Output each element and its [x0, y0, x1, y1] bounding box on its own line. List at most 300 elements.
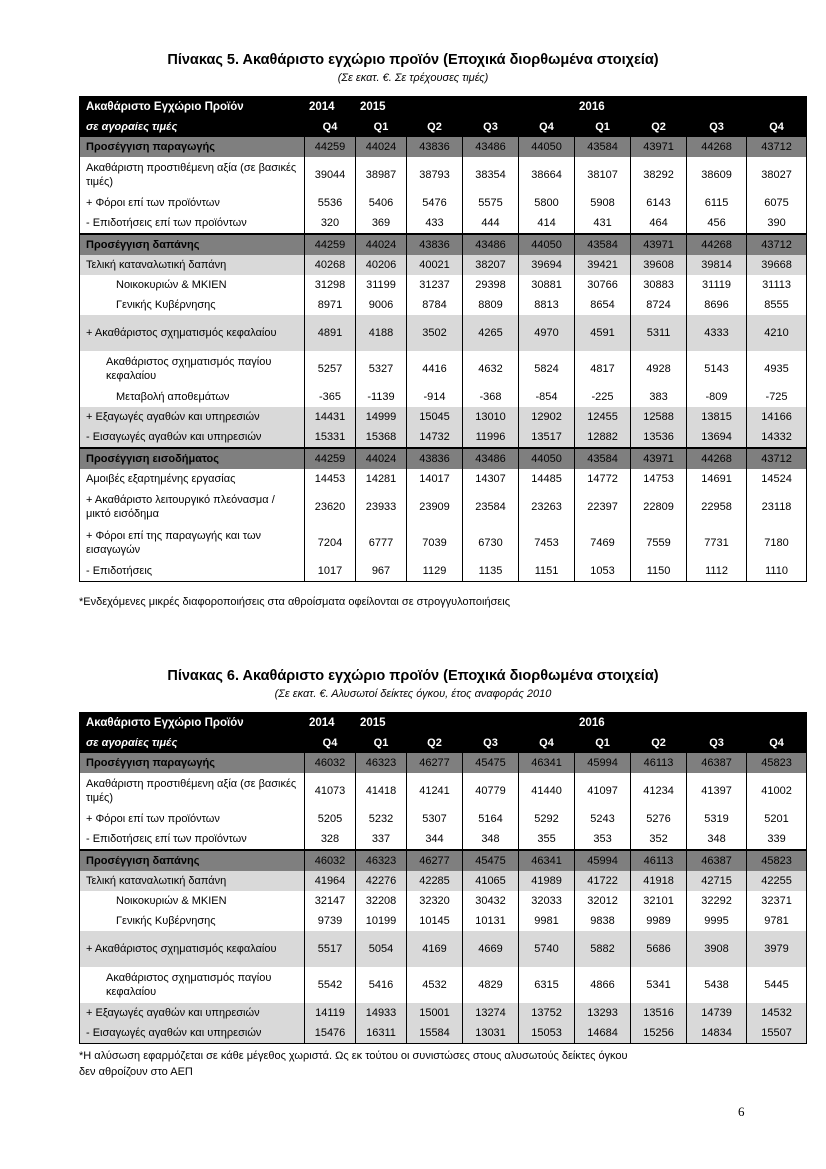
value-cell: 46113	[631, 753, 687, 773]
row-label: + Εξαγωγές αγαθών και υπηρεσιών	[80, 407, 305, 427]
value-cell: 4169	[407, 931, 463, 967]
value-cell: 4333	[687, 315, 747, 351]
value-cell: 31119	[687, 275, 747, 295]
table6-note-line: *Η αλύσωση εφαρμόζεται σε κάθε μέγεθος χωριστά. Ως εκ τούτου οι συνιστώσες στους αλυσωτούς δείκτες όγκου	[79, 1050, 628, 1062]
value-cell: 8696	[687, 295, 747, 315]
table-row	[80, 157, 807, 193]
value-cell: 10131	[463, 911, 519, 931]
table-row	[80, 753, 807, 773]
value-cell: 31199	[356, 275, 407, 295]
value-cell: 353	[575, 829, 631, 850]
value-cell: 38793	[407, 157, 463, 193]
value-cell: 14485	[519, 469, 575, 489]
table-row	[80, 295, 807, 315]
value-cell: 44024	[356, 448, 407, 469]
row-label: Προσέγγιση δαπάνης	[80, 234, 305, 255]
value-cell: 6730	[463, 525, 519, 561]
value-cell: 352	[631, 829, 687, 850]
value-cell: 348	[687, 829, 747, 850]
value-cell: 12588	[631, 407, 687, 427]
value-cell: 431	[575, 213, 631, 234]
table-row	[80, 407, 807, 427]
value-cell: 14999	[356, 407, 407, 427]
value-cell: 344	[407, 829, 463, 850]
value-cell: 38207	[463, 255, 519, 275]
value-cell: 41440	[519, 773, 575, 809]
year-header: 2016	[575, 712, 807, 733]
value-cell: -854	[519, 387, 575, 407]
value-cell: 13752	[519, 1003, 575, 1023]
value-cell: 32292	[687, 891, 747, 911]
table-row	[80, 427, 807, 448]
row-label: - Επιδοτήσεις επί των προϊόντων	[80, 829, 305, 850]
value-cell: 39668	[747, 255, 807, 275]
value-cell: 383	[631, 387, 687, 407]
value-cell: 14732	[407, 427, 463, 448]
value-cell: 23118	[747, 489, 807, 525]
value-cell: 39608	[631, 255, 687, 275]
value-cell: 337	[356, 829, 407, 850]
value-cell: 23933	[356, 489, 407, 525]
table-row	[80, 967, 807, 1003]
table5-note-line: *Ενδεχόμενες μικρές διαφοροποιήσεις στα αθροίσματα οφείλονται σε στρογγυλοποιήσεις	[79, 596, 511, 608]
quarter-header: Q2	[407, 733, 463, 753]
value-cell: 13516	[631, 1003, 687, 1023]
row-label: + Εξαγωγές αγαθών και υπηρεσιών	[80, 1003, 305, 1023]
header-label: Ακαθάριστο Εγχώριο Προϊόν	[80, 96, 305, 117]
value-cell: 4591	[575, 315, 631, 351]
table-row	[80, 871, 807, 891]
value-cell: 43836	[407, 234, 463, 255]
value-cell: 32320	[407, 891, 463, 911]
value-cell: 5908	[575, 193, 631, 213]
value-cell: 23263	[519, 489, 575, 525]
value-cell: 42715	[687, 871, 747, 891]
value-cell: 32101	[631, 891, 687, 911]
table-row	[80, 561, 807, 582]
value-cell: 44268	[687, 448, 747, 469]
table-row	[80, 469, 807, 489]
value-cell: 39044	[305, 157, 356, 193]
value-cell: 45823	[747, 850, 807, 871]
value-cell: 6143	[631, 193, 687, 213]
year-header: 2015	[356, 712, 575, 733]
value-cell: -365	[305, 387, 356, 407]
value-cell: 4632	[463, 351, 519, 387]
quarter-header: Q4	[519, 733, 575, 753]
value-cell: 14453	[305, 469, 356, 489]
table-row	[80, 489, 807, 525]
value-cell: 38292	[631, 157, 687, 193]
row-label: Προσέγγιση δαπάνης	[80, 850, 305, 871]
value-cell: 41989	[519, 871, 575, 891]
value-cell: 16311	[356, 1023, 407, 1044]
value-cell: 464	[631, 213, 687, 234]
row-label: Προσέγγιση εισοδήματος	[80, 448, 305, 469]
value-cell: 5517	[305, 931, 356, 967]
row-label: + Φόροι επί της παραγωγής και των εισαγωγών	[80, 525, 305, 561]
value-cell: 8971	[305, 295, 356, 315]
quarter-header: Q2	[631, 117, 687, 137]
value-cell: 8809	[463, 295, 519, 315]
value-cell: 41002	[747, 773, 807, 809]
row-label: Γενικής Κυβέρνησης	[80, 911, 305, 931]
value-cell: 339	[747, 829, 807, 850]
value-cell: 44024	[356, 137, 407, 157]
header-row-years	[80, 712, 807, 733]
value-cell: 40021	[407, 255, 463, 275]
value-cell: 23584	[463, 489, 519, 525]
year-header: 2016	[575, 96, 807, 117]
value-cell: 10145	[407, 911, 463, 931]
value-cell: 4829	[463, 967, 519, 1003]
quarter-header: Q1	[356, 733, 407, 753]
value-cell: 5542	[305, 967, 356, 1003]
value-cell: 9989	[631, 911, 687, 931]
year-header: 2015	[356, 96, 575, 117]
value-cell: 30881	[519, 275, 575, 295]
value-cell: 32012	[575, 891, 631, 911]
table-row	[80, 850, 807, 871]
value-cell: 9781	[747, 911, 807, 931]
row-label: Αμοιβές εξαρτημένης εργασίας	[80, 469, 305, 489]
value-cell: 46032	[305, 850, 356, 871]
table5-title: Πίνακας 5. Ακαθάριστο εγχώριο προϊόν (Εποχικά διορθωμένα στοιχεία)	[167, 52, 659, 68]
value-cell: 444	[463, 213, 519, 234]
header-label: Ακαθάριστο Εγχώριο Προϊόν	[80, 712, 305, 733]
value-cell: 15001	[407, 1003, 463, 1023]
value-cell: 45475	[463, 850, 519, 871]
value-cell: 456	[687, 213, 747, 234]
value-cell: 1110	[747, 561, 807, 582]
value-cell: 44050	[519, 137, 575, 157]
year-header: 2014	[305, 712, 356, 733]
value-cell: 967	[356, 561, 407, 582]
value-cell: 5686	[631, 931, 687, 967]
value-cell: 348	[463, 829, 519, 850]
value-cell: 5476	[407, 193, 463, 213]
table-row	[80, 1003, 807, 1023]
value-cell: 42285	[407, 871, 463, 891]
value-cell: 43486	[463, 448, 519, 469]
row-label: Νοικοκυριών & ΜΚΙΕΝ	[80, 275, 305, 295]
value-cell: 9981	[519, 911, 575, 931]
value-cell: 43971	[631, 448, 687, 469]
value-cell: 9739	[305, 911, 356, 931]
value-cell: 30883	[631, 275, 687, 295]
value-cell: 14332	[747, 427, 807, 448]
value-cell: 43712	[747, 137, 807, 157]
value-cell: 1129	[407, 561, 463, 582]
value-cell: 8654	[575, 295, 631, 315]
header-sublabel: σε αγοραίες τιμές	[80, 733, 305, 753]
value-cell: 45475	[463, 753, 519, 773]
table6-note	[79, 1048, 628, 1080]
value-cell: 23620	[305, 489, 356, 525]
value-cell: 5445	[747, 967, 807, 1003]
value-cell: 15476	[305, 1023, 356, 1044]
table-row	[80, 255, 807, 275]
value-cell: 5319	[687, 809, 747, 829]
value-cell: 46341	[519, 753, 575, 773]
value-cell: 13031	[463, 1023, 519, 1044]
value-cell: -914	[407, 387, 463, 407]
row-label: Μεταβολή αποθεμάτων	[80, 387, 305, 407]
row-label: Τελική καταναλωτική δαπάνη	[80, 255, 305, 275]
quarter-header: Q3	[463, 733, 519, 753]
value-cell: 38987	[356, 157, 407, 193]
value-cell: 5341	[631, 967, 687, 1003]
value-cell: 5311	[631, 315, 687, 351]
row-label: + Ακαθάριστος σχηματισμός κεφαλαίου	[80, 315, 305, 351]
quarter-header: Q1	[575, 117, 631, 137]
value-cell: 7469	[575, 525, 631, 561]
value-cell: 4970	[519, 315, 575, 351]
value-cell: 13010	[463, 407, 519, 427]
value-cell: 44268	[687, 137, 747, 157]
table5-subtitle: (Σε εκατ. €. Σε τρέχουσες τιμές)	[337, 72, 489, 84]
value-cell: 43836	[407, 448, 463, 469]
value-cell: 31298	[305, 275, 356, 295]
value-cell: 1135	[463, 561, 519, 582]
value-cell: 12882	[575, 427, 631, 448]
table-row	[80, 387, 807, 407]
value-cell: 43584	[575, 448, 631, 469]
table-row	[80, 351, 807, 387]
value-cell: 3979	[747, 931, 807, 967]
value-cell: 14166	[747, 407, 807, 427]
row-label: - Επιδοτήσεις	[80, 561, 305, 582]
value-cell: 9838	[575, 911, 631, 931]
value-cell: 320	[305, 213, 356, 234]
table5-note	[79, 594, 510, 610]
value-cell: 43584	[575, 137, 631, 157]
value-cell: 23909	[407, 489, 463, 525]
table-row	[80, 193, 807, 213]
value-cell: 1112	[687, 561, 747, 582]
row-label: Προσέγγιση παραγωγής	[80, 753, 305, 773]
quarter-header: Q4	[747, 733, 807, 753]
year-header: 2014	[305, 96, 356, 117]
value-cell: 30432	[463, 891, 519, 911]
row-label: Γενικής Κυβέρνησης	[80, 295, 305, 315]
value-cell: 41065	[463, 871, 519, 891]
value-cell: 4532	[407, 967, 463, 1003]
value-cell: 5205	[305, 809, 356, 829]
value-cell: 6115	[687, 193, 747, 213]
value-cell: -725	[747, 387, 807, 407]
value-cell: 14307	[463, 469, 519, 489]
header-row-years	[80, 96, 807, 117]
value-cell: 44259	[305, 234, 356, 255]
value-cell: 14753	[631, 469, 687, 489]
quarter-header: Q4	[305, 117, 356, 137]
value-cell: 12455	[575, 407, 631, 427]
value-cell: 38664	[519, 157, 575, 193]
value-cell: 14524	[747, 469, 807, 489]
value-cell: 42255	[747, 871, 807, 891]
row-label: Ακαθάριστος σχηματισμός παγίου κεφαλαίου	[80, 967, 305, 1003]
value-cell: 5740	[519, 931, 575, 967]
value-cell: 4669	[463, 931, 519, 967]
value-cell: 4866	[575, 967, 631, 1003]
value-cell: 15507	[747, 1023, 807, 1044]
value-cell: 414	[519, 213, 575, 234]
header-sublabel: σε αγοραίες τιμές	[80, 117, 305, 137]
value-cell: 41964	[305, 871, 356, 891]
table-row	[80, 315, 807, 351]
table-row	[80, 773, 807, 809]
value-cell: 40268	[305, 255, 356, 275]
value-cell: -368	[463, 387, 519, 407]
value-cell: 5438	[687, 967, 747, 1003]
value-cell: 369	[356, 213, 407, 234]
value-cell: 433	[407, 213, 463, 234]
value-cell: 5292	[519, 809, 575, 829]
value-cell: 1151	[519, 561, 575, 582]
value-cell: 32208	[356, 891, 407, 911]
value-cell: 41241	[407, 773, 463, 809]
value-cell: 46277	[407, 753, 463, 773]
value-cell: 14739	[687, 1003, 747, 1023]
row-label: + Φόροι επί των προϊόντων	[80, 193, 305, 213]
value-cell: 43712	[747, 448, 807, 469]
table-row	[80, 137, 807, 157]
value-cell: 7731	[687, 525, 747, 561]
value-cell: 14933	[356, 1003, 407, 1023]
value-cell: 5257	[305, 351, 356, 387]
table-row	[80, 829, 807, 850]
row-label: - Εισαγωγές αγαθών και υπηρεσιών	[80, 427, 305, 448]
value-cell: 8784	[407, 295, 463, 315]
value-cell: 46277	[407, 850, 463, 871]
value-cell: 13815	[687, 407, 747, 427]
value-cell: 45994	[575, 850, 631, 871]
value-cell: 22958	[687, 489, 747, 525]
table-row	[80, 1023, 807, 1044]
value-cell: 390	[747, 213, 807, 234]
quarter-header: Q3	[687, 733, 747, 753]
value-cell: 14834	[687, 1023, 747, 1044]
row-label: Ακαθάριστη προστιθέμενη αξία (σε βασικές τιμές)	[80, 157, 305, 193]
value-cell: 40206	[356, 255, 407, 275]
value-cell: 32371	[747, 891, 807, 911]
value-cell: 14017	[407, 469, 463, 489]
page-number: 6	[738, 1104, 745, 1119]
table-row	[80, 891, 807, 911]
value-cell: 5824	[519, 351, 575, 387]
value-cell: 14532	[747, 1003, 807, 1023]
value-cell: 15331	[305, 427, 356, 448]
value-cell: 5536	[305, 193, 356, 213]
table-row	[80, 275, 807, 295]
value-cell: 5232	[356, 809, 407, 829]
value-cell: 7039	[407, 525, 463, 561]
value-cell: 15053	[519, 1023, 575, 1044]
value-cell: 30766	[575, 275, 631, 295]
value-cell: 15045	[407, 407, 463, 427]
quarter-header: Q2	[407, 117, 463, 137]
value-cell: 1053	[575, 561, 631, 582]
value-cell: 22397	[575, 489, 631, 525]
table-row	[80, 448, 807, 469]
value-cell: 14684	[575, 1023, 631, 1044]
quarter-header: Q1	[575, 733, 631, 753]
header-row-quarters	[80, 117, 807, 137]
value-cell: 13517	[519, 427, 575, 448]
value-cell: 46323	[356, 850, 407, 871]
row-label: Προσέγγιση παραγωγής	[80, 137, 305, 157]
header-row-quarters	[80, 733, 807, 753]
value-cell: 32033	[519, 891, 575, 911]
value-cell: 43836	[407, 137, 463, 157]
value-cell: 41097	[575, 773, 631, 809]
value-cell: 13293	[575, 1003, 631, 1023]
value-cell: 41073	[305, 773, 356, 809]
value-cell: 46341	[519, 850, 575, 871]
value-cell: 14431	[305, 407, 356, 427]
value-cell: -225	[575, 387, 631, 407]
value-cell: 5143	[687, 351, 747, 387]
value-cell: -809	[687, 387, 747, 407]
value-cell: 41418	[356, 773, 407, 809]
value-cell: 38354	[463, 157, 519, 193]
value-cell: 4928	[631, 351, 687, 387]
value-cell: 7204	[305, 525, 356, 561]
value-cell: 44259	[305, 137, 356, 157]
value-cell: 44024	[356, 234, 407, 255]
value-cell: 44268	[687, 234, 747, 255]
table-row	[80, 809, 807, 829]
value-cell: 4188	[356, 315, 407, 351]
value-cell: 44259	[305, 448, 356, 469]
row-label: Ακαθάριστη προστιθέμενη αξία (σε βασικές τιμές)	[80, 773, 305, 809]
value-cell: 6075	[747, 193, 807, 213]
value-cell: 10199	[356, 911, 407, 931]
value-cell: 46387	[687, 850, 747, 871]
value-cell: 45994	[575, 753, 631, 773]
row-label: Τελική καταναλωτική δαπάνη	[80, 871, 305, 891]
row-label: - Εισαγωγές αγαθών και υπηρεσιών	[80, 1023, 305, 1044]
value-cell: 8555	[747, 295, 807, 315]
value-cell: 46323	[356, 753, 407, 773]
quarter-header: Q4	[747, 117, 807, 137]
value-cell: 42276	[356, 871, 407, 891]
value-cell: 1017	[305, 561, 356, 582]
value-cell: 43971	[631, 137, 687, 157]
value-cell: 7559	[631, 525, 687, 561]
row-label: + Ακαθάριστο λειτουργικό πλεόνασμα / μικτό εισόδημα	[80, 489, 305, 525]
value-cell: 5201	[747, 809, 807, 829]
value-cell: 1150	[631, 561, 687, 582]
value-cell: 43584	[575, 234, 631, 255]
value-cell: 5327	[356, 351, 407, 387]
value-cell: 11996	[463, 427, 519, 448]
value-cell: 15584	[407, 1023, 463, 1044]
table-row	[80, 213, 807, 234]
value-cell: 8724	[631, 295, 687, 315]
value-cell: 29398	[463, 275, 519, 295]
value-cell: 5276	[631, 809, 687, 829]
value-cell: 46113	[631, 850, 687, 871]
value-cell: 5406	[356, 193, 407, 213]
value-cell: 4416	[407, 351, 463, 387]
value-cell: 9006	[356, 295, 407, 315]
value-cell: 7453	[519, 525, 575, 561]
value-cell: 14281	[356, 469, 407, 489]
value-cell: 9995	[687, 911, 747, 931]
value-cell: 5307	[407, 809, 463, 829]
